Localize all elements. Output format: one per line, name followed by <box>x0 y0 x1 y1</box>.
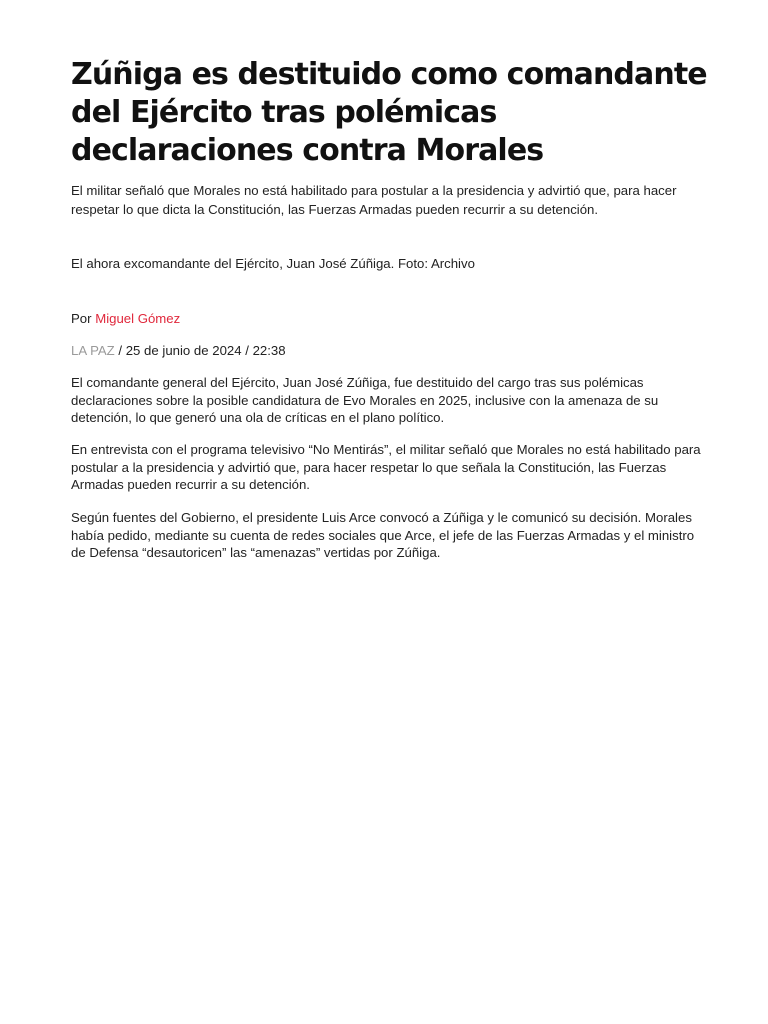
byline-prefix: Por <box>71 311 92 326</box>
author-link[interactable]: Miguel Gómez <box>95 311 181 326</box>
body-paragraph-2: En entrevista con el programa televisivo “No Mentirás”, el militar señaló que Morales no está habilitado para postular a la presidencia y advirtió que, para hacer respetar lo que señala la Constitución, las Fuerzas Armadas pueden recurrir a su detención. <box>71 442 701 492</box>
photo-caption: El ahora excomandante del Ejército, Juan José Zúñiga. Foto: Archivo <box>71 256 475 271</box>
article-lead: El militar señaló que Morales no está habilitado para postular a la presidencia y advirtió que, para hacer respetar lo que dicta la Constitución, las Fuerzas Armadas pueden recurrir a su detención. <box>71 183 677 217</box>
byline <box>71 310 180 328</box>
dateline-date: / 25 de junio de 2024 / 22:38 <box>114 343 286 358</box>
dateline <box>71 342 286 360</box>
article-title: Zúñiga es destituido como comandante del Ejército tras polémicas declaraciones contra Morales <box>71 57 707 168</box>
body-paragraph-1: El comandante general del Ejército, Juan José Zúñiga, fue destituido del cargo tras sus polémicas declaraciones sobre la posible candidatura de Evo Morales en 2025, inclusive con la amenaza de su detención, lo que generó una ola de críticas en el plano político. <box>71 375 659 425</box>
body-paragraph-3: Según fuentes del Gobierno, el presidente Luis Arce convocó a Zúñiga y le comunicó su decisión. Morales había pedido, mediante su cuenta de redes sociales que Arce, el jefe de las Fuerzas Armadas y el ministro de Defensa “desautoricen” las “amenazas” vertidas por Zúñiga. <box>71 510 695 560</box>
dateline-location: LA PAZ <box>71 343 115 358</box>
